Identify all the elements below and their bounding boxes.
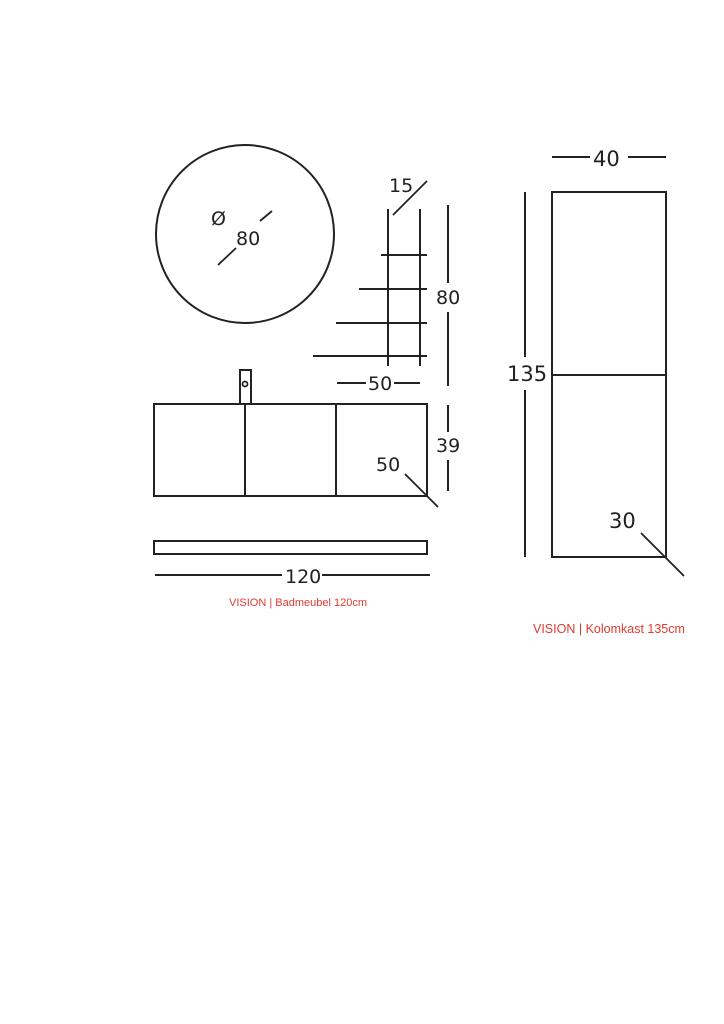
- column-width-label: 40: [593, 147, 620, 171]
- mirror-diameter-label: 80: [236, 228, 261, 250]
- column-caption: VISION | Kolomkast 135cm: [533, 622, 685, 636]
- shelf-side-view: [313, 175, 460, 395]
- column-depth-leader: [641, 533, 684, 576]
- shelf-height-label: 80: [436, 287, 461, 309]
- diameter-symbol: Ø: [211, 208, 226, 230]
- cabinet-width-label: 120: [285, 566, 322, 588]
- column-height-label: 135: [507, 362, 548, 386]
- mirror-diameter-line-lower: [218, 248, 236, 265]
- shelf-width-label: 50: [368, 373, 393, 395]
- cabinet-depth-leader: [405, 474, 438, 507]
- plinth-board: [154, 541, 427, 554]
- mirror-diameter-line-upper: [260, 211, 272, 221]
- cabinet-caption: VISION | Badmeubel 120cm: [229, 597, 367, 609]
- vanity-cabinet: [154, 370, 460, 609]
- column-cabinet: [507, 147, 685, 636]
- cabinet-depth-label: 50: [376, 454, 401, 476]
- cabinet-outline: [154, 404, 427, 496]
- shelf-depth-label: 15: [389, 175, 414, 197]
- cabinet-height-label: 39: [436, 435, 461, 457]
- faucet-handle: [243, 382, 248, 387]
- column-depth-label: 30: [609, 509, 636, 533]
- round-mirror: [156, 145, 334, 323]
